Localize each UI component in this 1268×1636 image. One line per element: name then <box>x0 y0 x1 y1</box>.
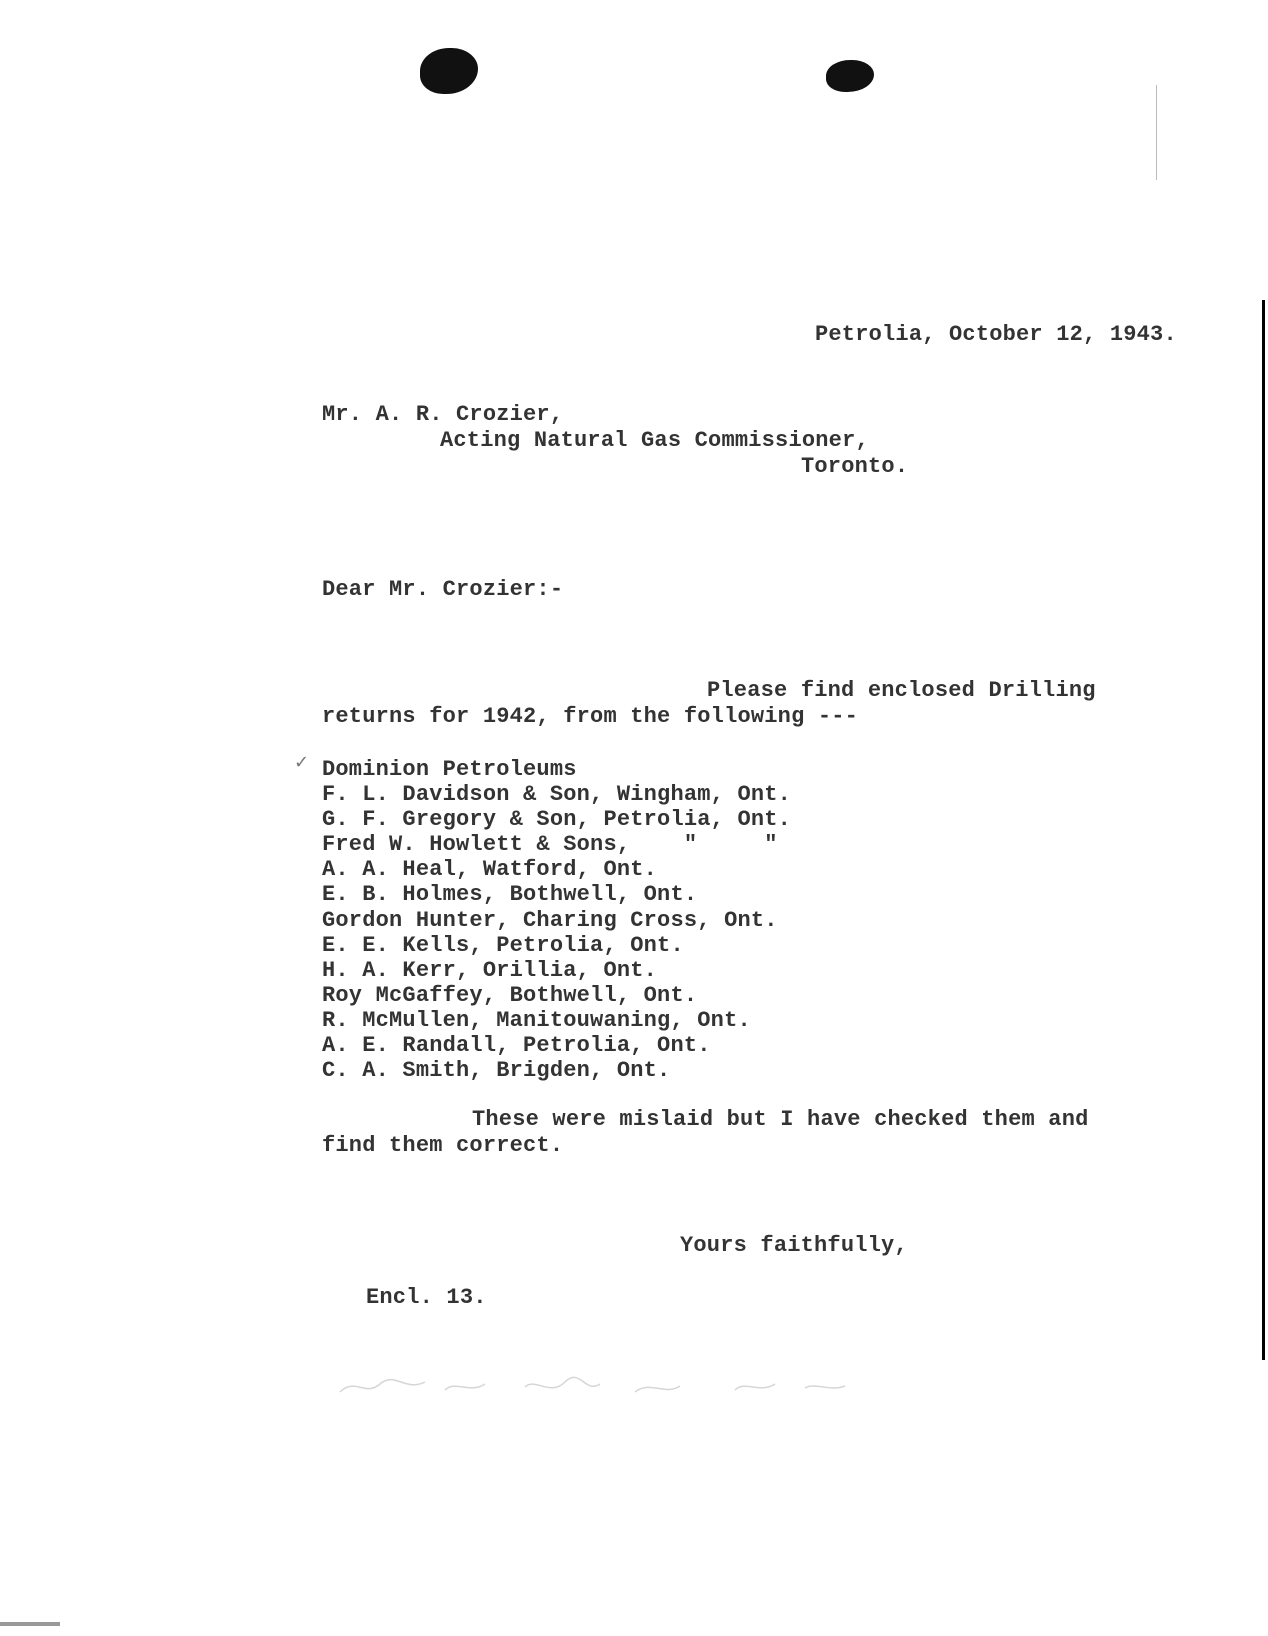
list-item: F. L. Davidson & Son, Wingham, Ont. <box>322 782 792 807</box>
addressee-name: Mr. A. R. Crozier, <box>322 402 564 427</box>
check-mark: ✓ <box>294 752 310 773</box>
list-item: C. A. Smith, Brigden, Ont. <box>322 1058 671 1083</box>
list-item: Dominion Petroleums <box>322 757 577 782</box>
corner-smudge <box>0 1622 60 1626</box>
addressee-city: Toronto. <box>801 454 909 479</box>
list-item: G. F. Gregory & Son, Petrolia, Ont. <box>322 807 792 832</box>
page-edge <box>1262 300 1265 1360</box>
list-item: E. E. Kells, Petrolia, Ont. <box>322 933 684 958</box>
intro-line-2: returns for 1942, from the following --- <box>322 704 859 729</box>
list-item: Roy McGaffey, Bothwell, Ont. <box>322 983 698 1008</box>
punch-hole-left <box>420 48 478 94</box>
margin-mark <box>1156 85 1157 180</box>
list-item: A. A. Heal, Watford, Ont. <box>322 857 658 882</box>
date-line: Petrolia, October 12, 1943. <box>815 322 1177 347</box>
list-item: A. E. Randall, Petrolia, Ont. <box>322 1033 711 1058</box>
punch-hole-right <box>826 60 874 92</box>
list-item: Fred W. Howlett & Sons, " " <box>322 832 778 857</box>
closing-line-1: These were mislaid but I have checked them and <box>472 1107 1089 1132</box>
list-item: Gordon Hunter, Charing Cross, Ont. <box>322 908 778 933</box>
enclosure-note: Encl. 13. <box>366 1285 487 1310</box>
list-item: R. McMullen, Manitouwaning, Ont. <box>322 1008 751 1033</box>
closing-line-2: find them correct. <box>322 1133 564 1158</box>
list-item: H. A. Kerr, Orillia, Ont. <box>322 958 658 983</box>
pencil-annotation <box>335 1372 895 1402</box>
intro-line-1: Please find enclosed Drilling <box>707 678 1096 703</box>
salutation: Dear Mr. Crozier:- <box>322 577 564 602</box>
complimentary-close: Yours faithfully, <box>680 1233 908 1258</box>
list-item: E. B. Holmes, Bothwell, Ont. <box>322 882 698 907</box>
addressee-title: Acting Natural Gas Commissioner, <box>440 428 869 453</box>
